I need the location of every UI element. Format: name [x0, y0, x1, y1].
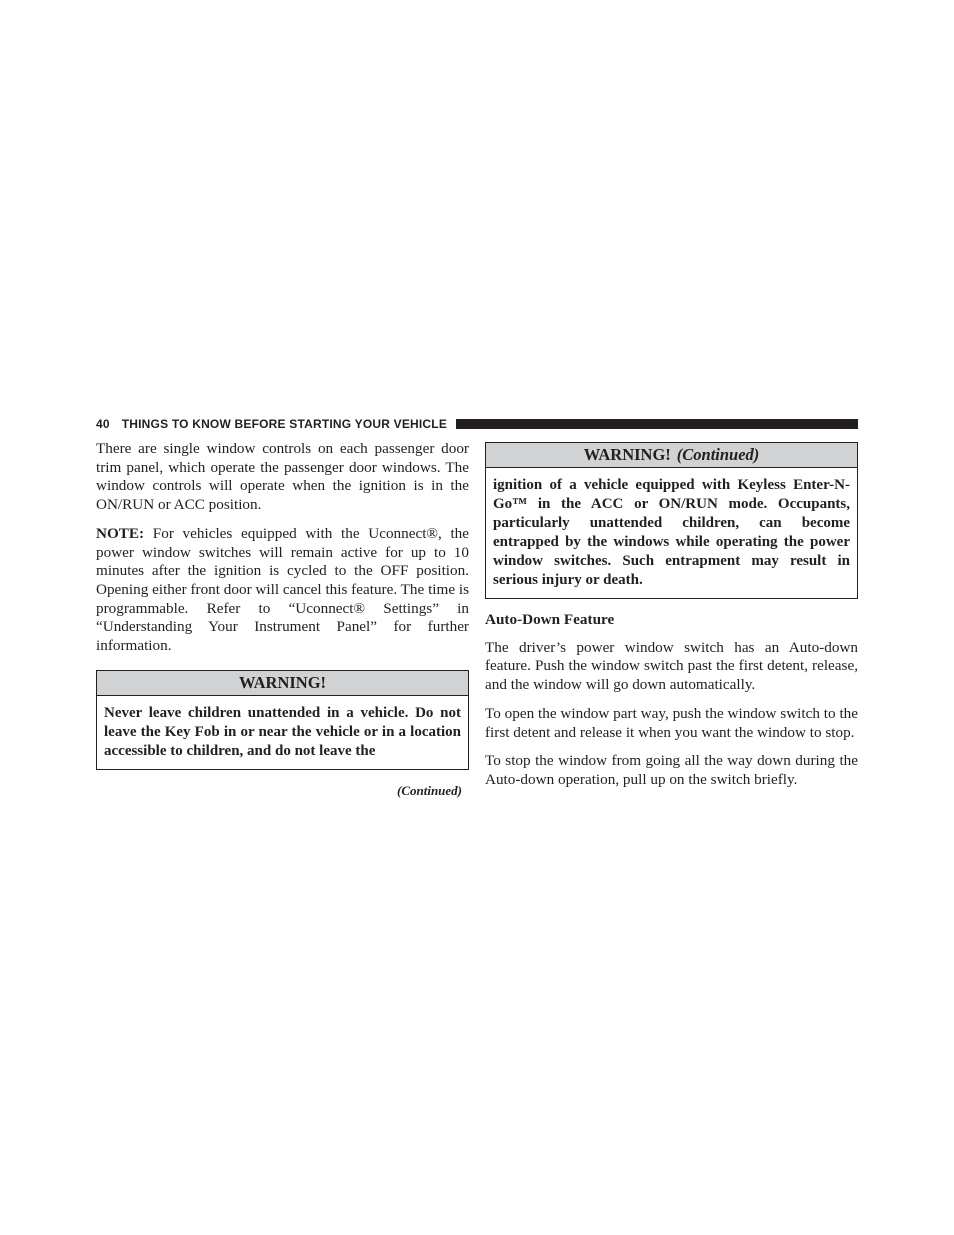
section-title: THINGS TO KNOW BEFORE STARTING YOUR VEHICLE	[121, 417, 448, 431]
left-column	[96, 440, 469, 800]
page-number: 40	[96, 417, 110, 431]
auto-down-paragraph-2: To open the window part way, push the window switch to the first detent and release it when you want the window to stop.	[485, 704, 858, 741]
warning-continued-label: (Continued)	[676, 445, 760, 464]
right-column	[485, 440, 858, 800]
warning-continued-header	[486, 443, 857, 468]
intro-paragraph: There are single window controls on each passenger door trim panel, which operate the passenger door windows. The window controls will operate when the ignition is in the ON/RUN or ACC position.	[96, 440, 469, 514]
auto-down-paragraph-1: The driver’s power window switch has an Auto-down feature. Push the window switch past the first detent, release, and the window will go down automatically.	[485, 638, 858, 694]
continued-label: (Continued)	[396, 782, 462, 798]
note-label: NOTE:	[96, 524, 145, 542]
warning-continued-title: WARNING!	[583, 445, 671, 464]
warning-continued-box	[485, 442, 858, 599]
note-paragraph	[96, 525, 469, 656]
warning-title: WARNING!	[238, 672, 327, 692]
note-text: For vehicles equipped with the Uconnect®, the power window switches will remain active for up to 10 minutes after the ignition is cycled to the OFF position. Opening either front door will cancel this feature. The time is programmable. Refer to “Uconnect® Settings” in “Understanding Your Instrument Panel” for further information.	[96, 524, 469, 655]
warning-header	[97, 671, 468, 696]
auto-down-heading: Auto-Down Feature	[485, 611, 615, 628]
warning-body: Never leave children unattended in a vehicle. Do not leave the Key Fob in or near the vehicle or in a location accessible to children, and do not leave the	[104, 704, 461, 759]
header-rule	[456, 419, 858, 429]
auto-down-paragraph-3: To stop the window from going all the way down during the Auto-down operation, pull up on the switch briefly.	[485, 752, 858, 788]
warning-box	[96, 670, 469, 770]
warning-continued-body: ignition of a vehicle equipped with Keyless Enter-N-Go™ in the ACC or ON/RUN mode. Occupants, particularly unattended children, can become entrapped by the windows while operating the power window switches. Such entrapment may result in serious injury or death.	[493, 477, 850, 588]
page-header	[96, 417, 858, 431]
